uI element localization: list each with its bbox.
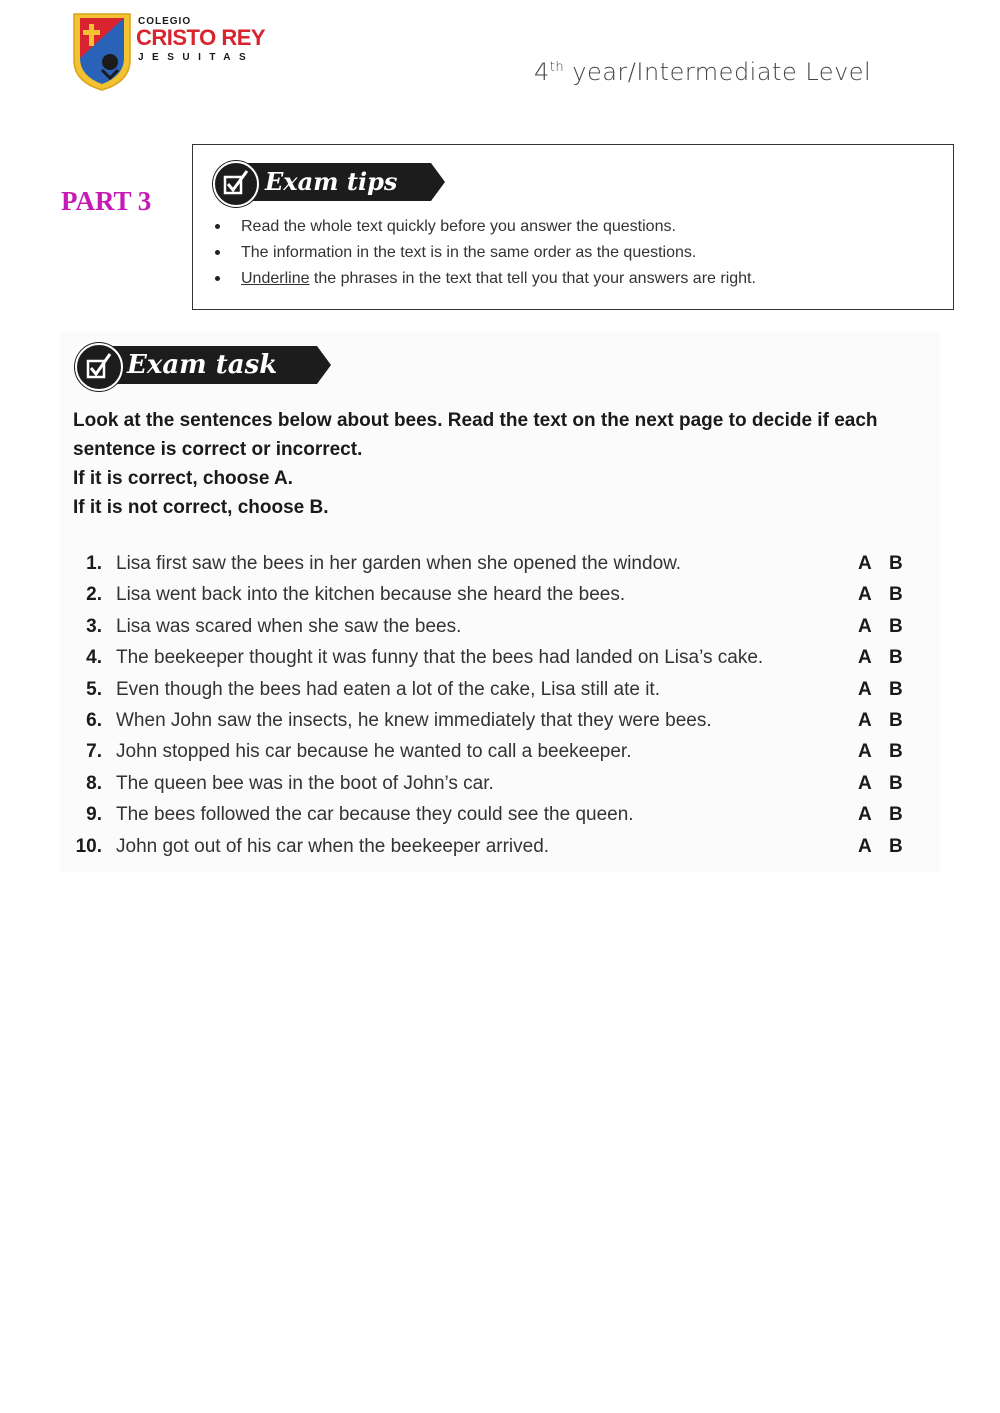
level-text: year/Intermediate Level (564, 58, 872, 86)
tips-list (215, 217, 756, 295)
exam-tips-badge (213, 163, 435, 201)
question-row (60, 705, 940, 736)
option-a[interactable]: A (858, 709, 872, 731)
question-text: The beekeeper thought it was funny that the bees had landed on Lisa’s cake. (116, 647, 764, 669)
question-number: 5. (86, 678, 102, 700)
badge-arrow (317, 346, 331, 384)
exam-task-panel (60, 332, 940, 872)
logo-college-label: COLEGIO (138, 16, 192, 27)
question-number: 2. (86, 584, 102, 606)
question-row (60, 579, 940, 610)
instruction-line: Look at the sentences below about bees. Read the text on the next page to decide if each (73, 410, 878, 431)
question-text: The bees followed the car because they could see the queen. (116, 804, 634, 826)
part-label: PART 3 (61, 186, 152, 216)
option-a[interactable]: A (858, 804, 872, 826)
question-list (60, 548, 940, 862)
question-number: 9. (86, 804, 102, 826)
instruction-line: If it is correct, choose A. (73, 468, 293, 489)
option-a[interactable]: A (858, 741, 872, 763)
logo-school-name: CRISTO REY (136, 25, 266, 50)
question-text: Lisa first saw the bees in her garden when she opened the window. (116, 553, 682, 574)
option-b[interactable]: B (889, 741, 903, 763)
question-number: 1. (86, 553, 102, 574)
question-text: When John saw the insects, he knew immediately that they were bees. (116, 709, 712, 731)
option-a[interactable]: A (858, 678, 872, 700)
school-crest-icon (72, 12, 132, 92)
option-a[interactable]: A (858, 647, 872, 669)
question-row (60, 736, 940, 767)
question-row (60, 548, 940, 579)
exam-task-badge (75, 346, 321, 384)
option-a[interactable]: A (858, 584, 872, 606)
option-b[interactable]: B (889, 615, 903, 637)
question-row (60, 768, 940, 799)
question-number: 7. (86, 741, 102, 763)
question-row (60, 674, 940, 705)
checkbox-icon (213, 161, 259, 207)
tip-item-text: the phrases in the text that tell you that your answers are right. (309, 270, 756, 287)
question-number: 8. (86, 772, 102, 794)
option-b[interactable]: B (889, 678, 903, 700)
option-b[interactable]: B (889, 835, 903, 857)
level-number: 4 (534, 58, 550, 86)
option-b[interactable]: B (889, 553, 903, 574)
instruction-line: sentence is correct or incorrect. (73, 439, 363, 460)
question-text: The queen bee was in the boot of John’s car. (116, 772, 494, 794)
question-number: 10. (75, 835, 102, 857)
logo-jesuitas-label: JESUITAS (138, 52, 255, 63)
option-b[interactable]: B (889, 772, 903, 794)
exam-task-title: Exam task (105, 346, 317, 384)
exam-tips-box (192, 144, 954, 310)
tip-item: The information in the text is in the same order as the questions. (215, 243, 756, 269)
tip-underlined-word: Underline (241, 270, 310, 287)
question-text: Lisa went back into the kitchen because she heard the bees. (116, 584, 626, 606)
school-logo (72, 12, 282, 94)
question-text: John stopped his car because he wanted to call a beekeeper. (116, 741, 632, 763)
question-number: 4. (86, 647, 102, 669)
option-a[interactable]: A (858, 835, 872, 857)
checkbox-icon (75, 343, 123, 391)
badge-arrow (431, 163, 445, 201)
option-b[interactable]: B (889, 804, 903, 826)
question-text: John got out of his car when the beekeeper arrived. (116, 835, 550, 857)
exam-tips-title: Exam tips (243, 163, 431, 201)
question-row (60, 831, 940, 862)
question-text: Even though the bees had eaten a lot of the cake, Lisa still ate it. (116, 678, 660, 700)
option-b[interactable]: B (889, 584, 903, 606)
task-instructions (73, 406, 878, 522)
question-number: 6. (86, 709, 102, 731)
option-a[interactable]: A (858, 615, 872, 637)
tip-item (215, 269, 756, 295)
option-b[interactable]: B (889, 647, 903, 669)
option-a[interactable]: A (858, 553, 872, 574)
level-suffix: th (549, 60, 565, 75)
question-text: Lisa was scared when she saw the bees. (116, 615, 462, 637)
course-level (534, 58, 871, 86)
option-a[interactable]: A (858, 772, 872, 794)
instruction-line: If it is not correct, choose B. (73, 497, 329, 518)
option-b[interactable]: B (889, 709, 903, 731)
tip-item: Read the whole text quickly before you answer the questions. (215, 217, 756, 243)
question-row (60, 611, 940, 642)
question-number: 3. (86, 615, 102, 637)
question-row (60, 799, 940, 830)
question-row (60, 642, 940, 673)
